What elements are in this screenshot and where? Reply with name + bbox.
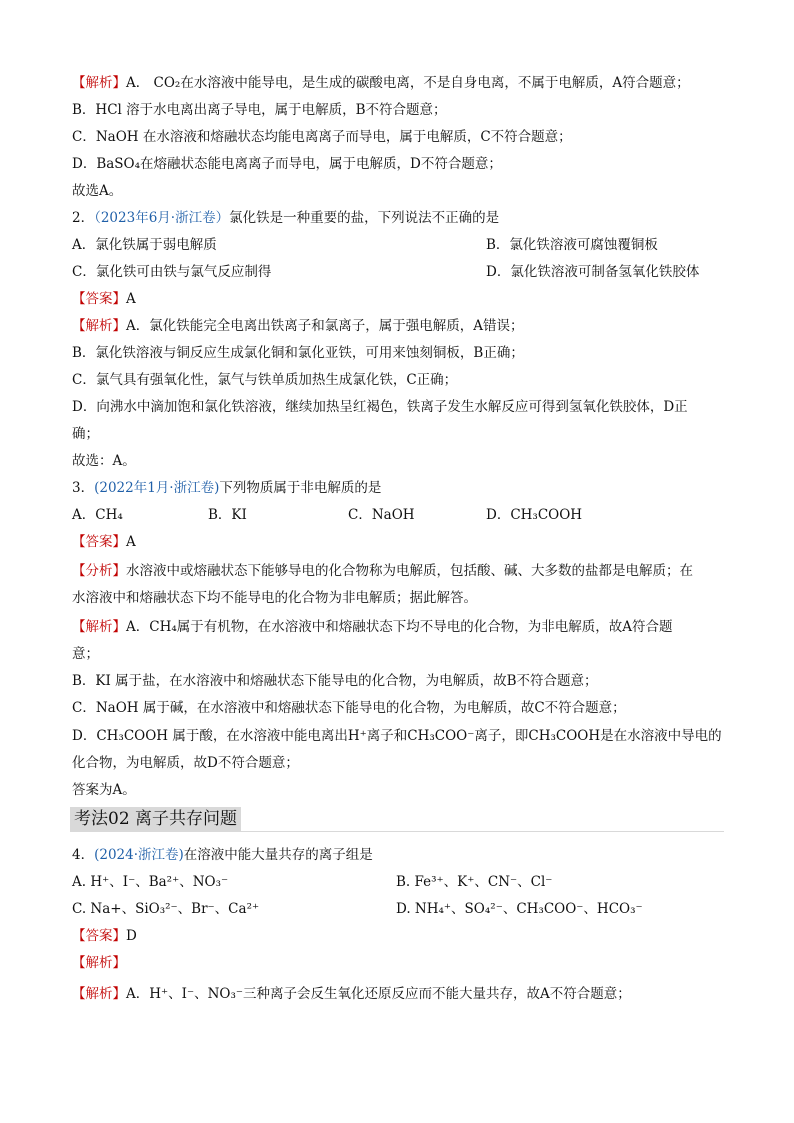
q3-analysis-d2: 化合物，为电解质，故D不符合题意； [72, 755, 299, 771]
q3-analysis-intro2: 水溶液中和熔融状态下均不能导电的化合物为非电解质；据此解答。 [72, 590, 477, 606]
q1-analysis-d: D．BaSO₄在熔融状态能电离离子而导电，属于电解质，D不符合题意； [72, 156, 502, 172]
q1-conclusion: 故选A。 [72, 183, 123, 199]
q3-option-c: C．NaOH [348, 507, 415, 523]
q4-analysis-a: 【解析】A．H⁺、I⁻、NO₃⁻三种离子会反生氧化还原反应而不能大量共存，故A不符合题意； [72, 986, 631, 1002]
q4-stem: 4．(2024·浙江卷)在溶液中能大量共存的离子组是 [72, 847, 373, 863]
q3-conclusion: 答案为A。 [72, 782, 136, 798]
q2-analysis-a: 【解析】A．氯化铁能完全电离出铁离子和氯离子，属于强电解质，A错误； [72, 318, 524, 334]
q2-conclusion: 故选：A。 [72, 453, 136, 469]
q3-options [72, 506, 724, 524]
q3-analysis-a2: 意； [72, 646, 99, 662]
section-divider [70, 831, 724, 832]
q4-option-c: C. Na+、SiO₃²⁻、Br⁻、Ca²⁺ [72, 901, 260, 917]
q4-option-a: A. H⁺、I⁻、Ba²⁺、NO₃⁻ [72, 874, 229, 890]
q3-analysis-a1: 【解析】A．CH₄属于有机物，在水溶液中和熔融状态下均不导电的化合物，为非电解质，故A符合题 [72, 619, 673, 635]
q2-analysis-d1: D．向沸水中滴加饱和氯化铁溶液，继续加热呈红褐色，铁离子发生水解反应可得到氢氧化铁胶体，D正 [72, 399, 688, 415]
q4-option-d: D. NH₄⁺、SO₄²⁻、CH₃COO⁻、HCO₃⁻ [396, 901, 643, 917]
q4-analysis-heading: 【解析】 [72, 955, 126, 971]
q2-analysis-d2: 确； [72, 426, 99, 442]
q3-option-b: B．KI [208, 507, 247, 523]
q3-answer: 【答案】A [72, 534, 136, 550]
q4-answer: 【答案】D [72, 928, 137, 944]
q1-analysis-b: B．HCl 溶于水电离出离子导电，属于电解质，B不符合题意； [72, 102, 447, 118]
q2-option-b: B．氯化铁溶液可腐蚀覆铜板 [486, 237, 658, 253]
q2-analysis-b: B．氯化铁溶液与铜反应生成氯化铜和氯化亚铁，可用来蚀刻铜板，B正确； [72, 345, 524, 361]
q1-analysis-c: C．NaOH 在水溶液和熔融状态均能电离离子而导电，属于电解质，C不符合题意； [72, 129, 572, 145]
q3-analysis-b: B．KI 属于盐，在水溶液中和熔融状态下能导电的化合物，为电解质，故B不符合题意； [72, 673, 598, 689]
q2-option-d: D．氯化铁溶液可制备氢氧化铁胶体 [486, 264, 700, 280]
q1-analysis-a: 【解析】A． CO₂在水溶液中能导电，是生成的碳酸电离，不是自身电离，不属于电解质，A符合题意； [72, 75, 690, 91]
q2-options-row1 [72, 236, 724, 254]
section-title: 考法02 离子共存问题 [70, 807, 241, 831]
q2-answer: 【答案】A [72, 291, 136, 307]
q3-analysis-d1: D．CH₃COOH 属于酸，在水溶液中能电离出H⁺离子和CH₃COO⁻离子，即CH₃COOH是在水溶液中导电的 [72, 728, 722, 744]
q2-analysis-c: C．氯气具有强氧化性，氯气与铁单质加热生成氯化铁，C正确； [72, 372, 458, 388]
q3-option-d: D．CH₃COOH [486, 507, 583, 523]
q2-option-c: C．氯化铁可由铁与氯气反应制得 [72, 264, 272, 280]
q4-option-b: B. Fe³⁺、K⁺、CN⁻、Cl⁻ [396, 874, 553, 890]
q3-option-a: A．CH₄ [72, 507, 123, 523]
q2-stem: 2．（2023年6月·浙江卷）氯化铁是一种重要的盐，下列说法不正确的是 [72, 210, 500, 226]
q3-analysis-intro1: 【分析】水溶液中或熔融状态下能够导电的化合物称为电解质，包括酸、碱、大多数的盐都是电解质；在 [72, 563, 693, 579]
q4-options-row1 [72, 873, 724, 891]
q3-stem: 3．(2022年1月·浙江卷)下列物质属于非电解质的是 [72, 480, 382, 496]
q3-analysis-c: C．NaOH 属于碱，在水溶液中和熔融状态下能导电的化合物，为电解质，故C不符合题意； [72, 700, 626, 716]
q2-option-a: A．氯化铁属于弱电解质 [72, 237, 217, 253]
q4-options-row2 [72, 900, 724, 918]
q2-options-row2 [72, 263, 724, 281]
